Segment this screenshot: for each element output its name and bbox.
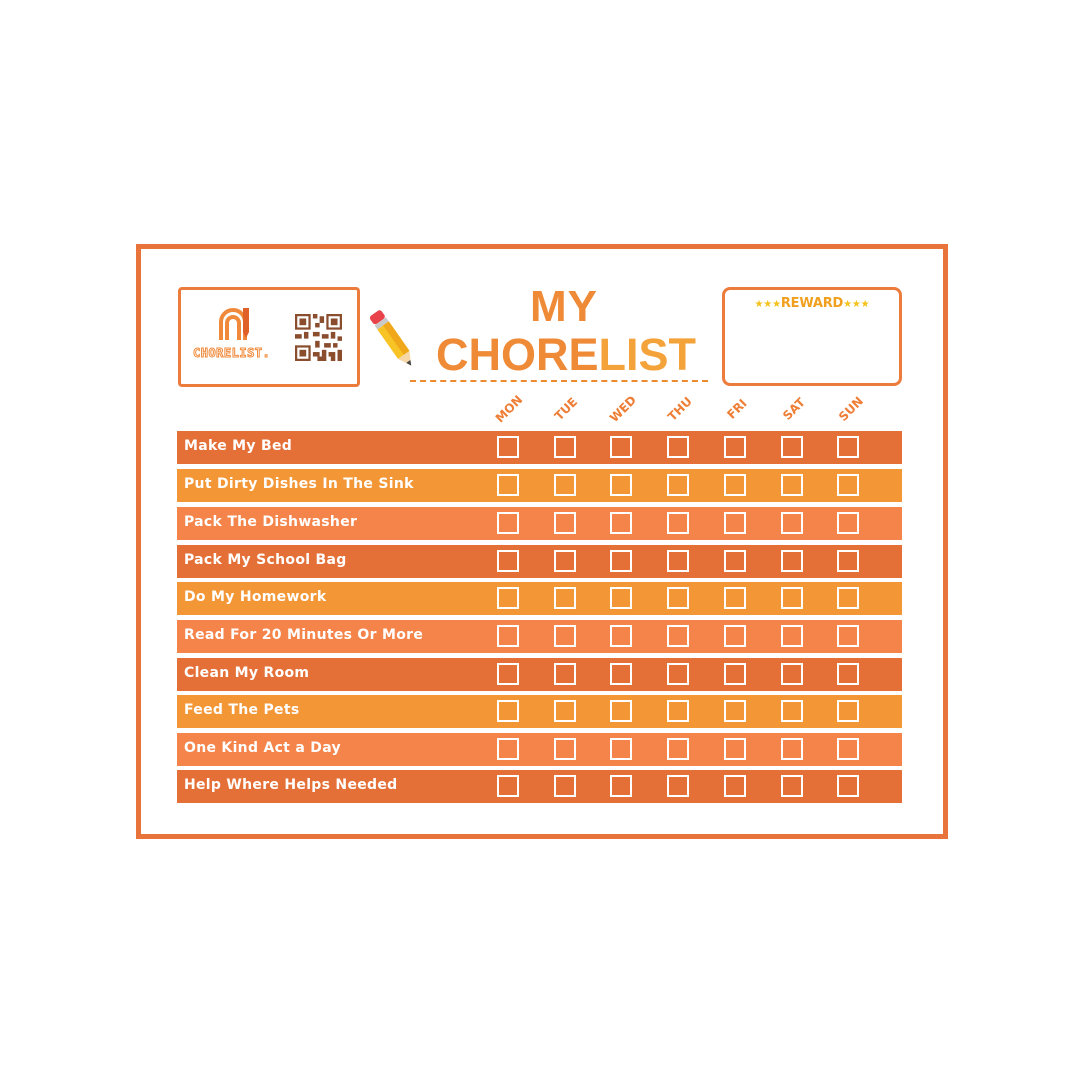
checkbox-fri[interactable] (724, 436, 746, 458)
checkbox-sat[interactable] (781, 474, 803, 496)
chore-label: Feed The Pets (184, 702, 300, 718)
chore-label: Make My Bed (184, 438, 293, 454)
checkbox-wed[interactable] (610, 550, 632, 572)
checkbox-thu[interactable] (667, 550, 689, 572)
checkbox-fri[interactable] (724, 700, 746, 722)
checkbox-tue[interactable] (554, 663, 576, 685)
checkbox-tue[interactable] (554, 625, 576, 647)
checkbox-mon[interactable] (497, 700, 519, 722)
checkbox-sun[interactable] (837, 625, 859, 647)
checkbox-fri[interactable] (724, 550, 746, 572)
checkbox-sat[interactable] (781, 700, 803, 722)
checkbox-sun[interactable] (837, 550, 859, 572)
checkbox-thu[interactable] (667, 474, 689, 496)
checkbox-thu[interactable] (667, 663, 689, 685)
chore-row (177, 507, 902, 540)
chore-label: Pack The Dishwasher (184, 514, 358, 530)
star-icon: ★★★ (843, 299, 870, 310)
checkbox-sun[interactable] (837, 700, 859, 722)
checkbox-fri[interactable] (724, 474, 746, 496)
reward-box[interactable] (722, 287, 902, 386)
checkbox-fri[interactable] (724, 512, 746, 534)
checkbox-fri[interactable] (724, 738, 746, 760)
chore-label: Help Where Helps Needed (184, 777, 398, 793)
checkbox-wed[interactable] (610, 512, 632, 534)
day-header-mon: MON (492, 392, 526, 426)
chore-row (177, 770, 902, 803)
brand-box (178, 287, 360, 387)
checkbox-mon[interactable] (497, 436, 519, 458)
day-header-thu: THU (665, 394, 695, 424)
checkbox-sat[interactable] (781, 512, 803, 534)
checkbox-wed[interactable] (610, 700, 632, 722)
checkbox-tue[interactable] (554, 587, 576, 609)
checkbox-sun[interactable] (837, 663, 859, 685)
checkbox-mon[interactable] (497, 738, 519, 760)
checkbox-fri[interactable] (724, 625, 746, 647)
checkbox-sun[interactable] (837, 587, 859, 609)
checkbox-thu[interactable] (667, 587, 689, 609)
checkbox-sat[interactable] (781, 587, 803, 609)
checkbox-mon[interactable] (497, 775, 519, 797)
checkbox-thu[interactable] (667, 625, 689, 647)
chore-label: Read For 20 Minutes Or More (184, 627, 424, 643)
qr-code-icon (295, 314, 342, 361)
brand-name: CHORELIST. (193, 346, 271, 360)
star-icon: ★★★ (754, 299, 781, 310)
checkbox-mon[interactable] (497, 625, 519, 647)
chore-row (177, 658, 902, 691)
checkbox-sun[interactable] (837, 775, 859, 797)
title-line-2 (432, 330, 700, 380)
checkbox-sun[interactable] (837, 436, 859, 458)
checkbox-thu[interactable] (667, 512, 689, 534)
title-underline (410, 380, 708, 382)
chorelist-logo-icon (217, 306, 255, 342)
checkbox-wed[interactable] (610, 625, 632, 647)
checkbox-tue[interactable] (554, 775, 576, 797)
checkbox-tue[interactable] (554, 436, 576, 458)
chore-label: Pack My School Bag (184, 552, 347, 568)
checkbox-mon[interactable] (497, 587, 519, 609)
checkbox-wed[interactable] (610, 436, 632, 458)
checkbox-sun[interactable] (837, 474, 859, 496)
day-header-fri: FRI (724, 396, 750, 422)
checkbox-tue[interactable] (554, 550, 576, 572)
checkbox-mon[interactable] (497, 550, 519, 572)
title-chore-word: CHORE (435, 329, 599, 380)
checkbox-sat[interactable] (781, 738, 803, 760)
checkbox-wed[interactable] (610, 738, 632, 760)
chore-row (177, 469, 902, 502)
checkbox-wed[interactable] (610, 474, 632, 496)
reward-label: REWARD (780, 296, 844, 311)
pencil-icon (368, 305, 420, 377)
day-header-sat: SAT (780, 395, 808, 423)
title-list-word: LIST (598, 329, 696, 380)
checkbox-tue[interactable] (554, 738, 576, 760)
checkbox-thu[interactable] (667, 775, 689, 797)
checkbox-sun[interactable] (837, 738, 859, 760)
day-header-tue: TUE (551, 394, 581, 424)
checkbox-thu[interactable] (667, 738, 689, 760)
checkbox-fri[interactable] (724, 663, 746, 685)
checkbox-thu[interactable] (667, 436, 689, 458)
checkbox-sat[interactable] (781, 625, 803, 647)
chore-row (177, 545, 902, 578)
checkbox-sat[interactable] (781, 775, 803, 797)
chore-row (177, 582, 902, 615)
chore-row (177, 695, 902, 728)
checkbox-sat[interactable] (781, 550, 803, 572)
title-line-1: MY (530, 282, 598, 331)
checkbox-sat[interactable] (781, 663, 803, 685)
checkbox-wed[interactable] (610, 587, 632, 609)
checkbox-mon[interactable] (497, 474, 519, 496)
checkbox-tue[interactable] (554, 700, 576, 722)
chore-label: Do My Homework (184, 589, 327, 605)
chore-label: Clean My Room (184, 665, 310, 681)
chore-row (177, 431, 902, 464)
chore-row (177, 620, 902, 653)
checkbox-fri[interactable] (724, 587, 746, 609)
checkbox-wed[interactable] (610, 663, 632, 685)
day-header-sun: SUN (835, 393, 867, 425)
checkbox-wed[interactable] (610, 775, 632, 797)
chore-label: Put Dirty Dishes In The Sink (184, 476, 414, 492)
checkbox-fri[interactable] (724, 775, 746, 797)
checkbox-thu[interactable] (667, 700, 689, 722)
reward-heading (725, 296, 899, 311)
chore-label: One Kind Act a Day (184, 740, 341, 756)
chore-row (177, 733, 902, 766)
checkbox-tue[interactable] (554, 512, 576, 534)
day-header-wed: WED (606, 392, 640, 426)
checkbox-tue[interactable] (554, 474, 576, 496)
checkbox-sun[interactable] (837, 512, 859, 534)
checkbox-mon[interactable] (497, 663, 519, 685)
checkbox-mon[interactable] (497, 512, 519, 534)
checkbox-sat[interactable] (781, 436, 803, 458)
